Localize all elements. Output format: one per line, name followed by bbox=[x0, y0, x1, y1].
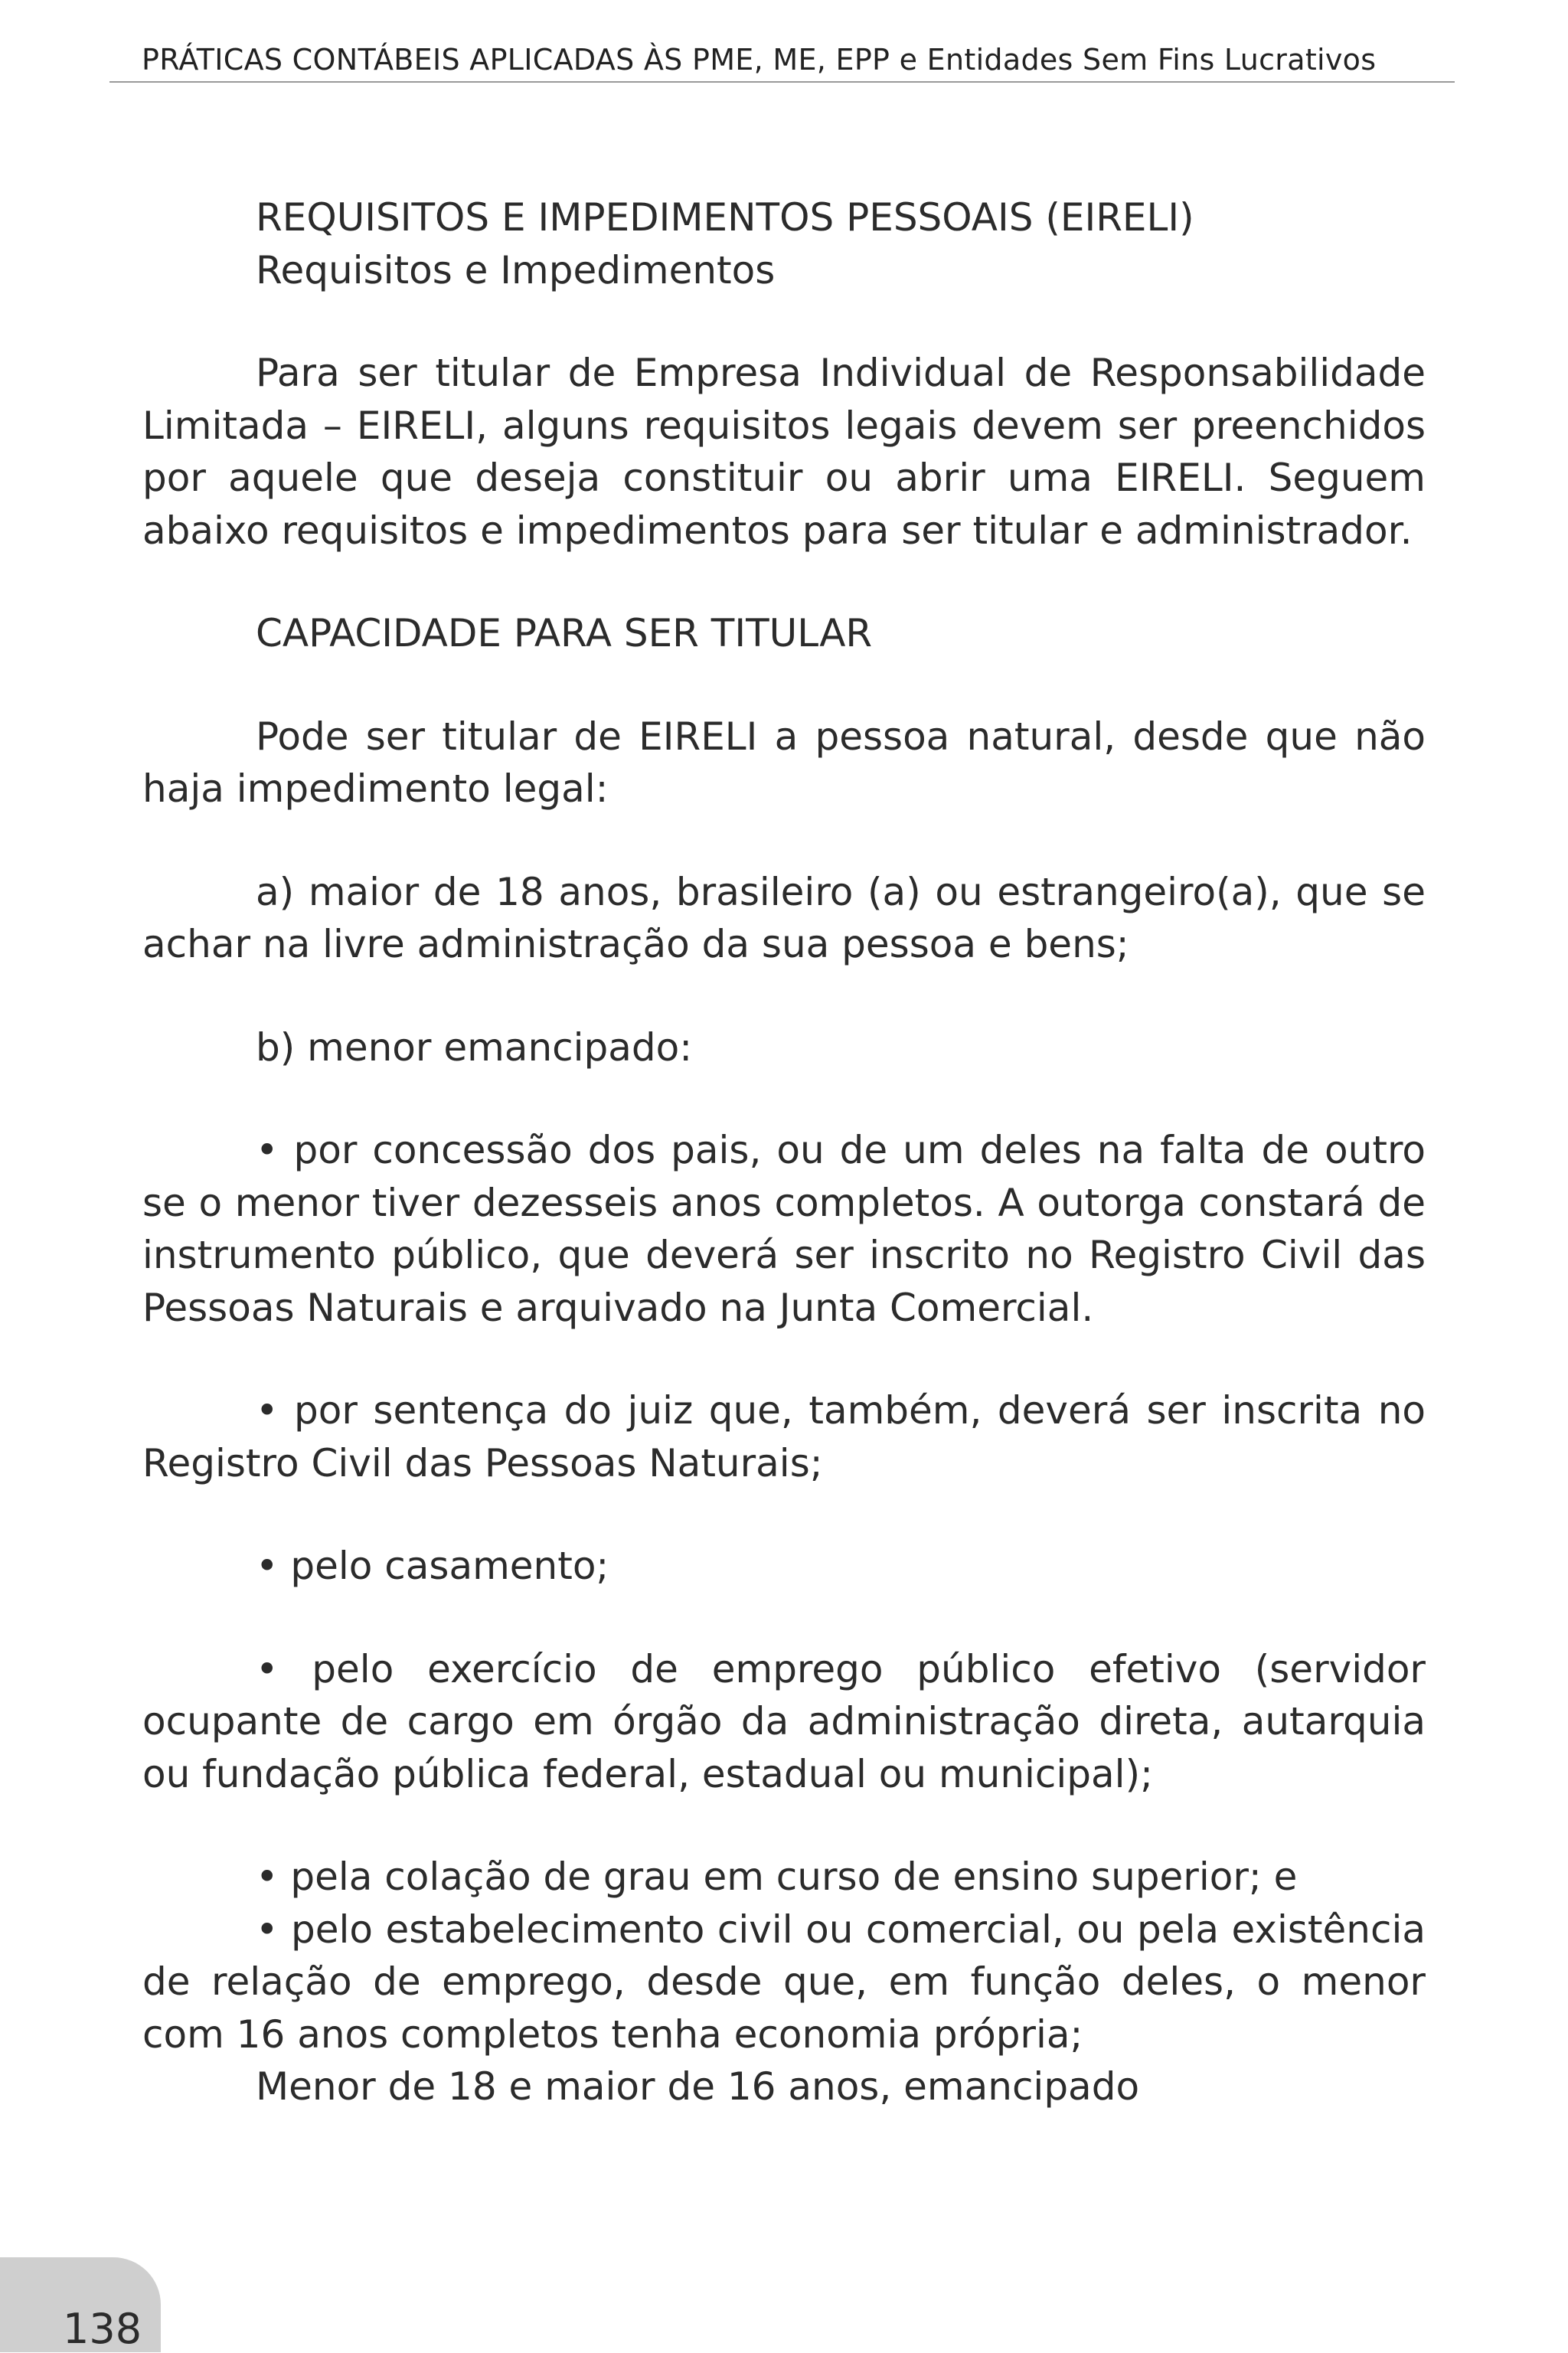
intro-paragraph: Para ser titular de Empresa Individual de Responsabilidade Limitada – EIRELI, alguns requisitos legais devem ser preenchidos por aquele que deseja constituir ou abrir uma EIRELI. Seguem abaixo requisitos e impedimentos para ser titular e administrador. bbox=[142, 351, 1426, 553]
titular-paragraph: Pode ser titular de EIRELI a pessoa natural, desde que não haja impedimento legal: bbox=[142, 714, 1426, 811]
main-heading: REQUISITOS E IMPEDIMENTOS PESSOAIS (EIRELI) bbox=[256, 195, 1194, 240]
capacity-heading-text: CAPACIDADE PARA SER TITULAR bbox=[256, 611, 873, 655]
bullet-paragraph-4: • pelo exercício de emprego público efetivo (servidor ocupante de cargo em órgão da administração direta, autarquia ou fundação pública federal, estadual ou municipal); bbox=[142, 1646, 1426, 1796]
page-number: 138 bbox=[63, 2305, 142, 2353]
bullet-paragraph-6: • pelo estabelecimento civil ou comercial, ou pela existência de relação de emprego, desde que, em função deles, o menor com 16 anos completos tenha economia própria; bbox=[142, 1907, 1426, 2057]
page-body bbox=[142, 191, 1426, 2113]
section-title-block bbox=[142, 191, 1426, 296]
bullet-paragraph-2: • por sentença do juiz que, também, deverá ser inscrita no Registro Civil das Pessoas Naturais; bbox=[142, 1388, 1426, 1485]
item-a-paragraph: a) maior de 18 anos, brasileiro (a) ou estrangeiro(a), que se achar na livre administração da sua pessoa e bens; bbox=[142, 869, 1426, 966]
running-header bbox=[109, 40, 1455, 83]
item-b-paragraph: b) menor emancipado: bbox=[256, 1025, 693, 1070]
running-header-title: PRÁTICAS CONTÁBEIS APLICADAS ÀS PME, ME, EPP e Entidades Sem Fins Lucrativos bbox=[142, 43, 1377, 77]
bullet-paragraph-3: • pelo casamento; bbox=[256, 1544, 609, 1588]
closing-line: Menor de 18 e maior de 16 anos, emancipado bbox=[256, 2064, 1140, 2109]
bullet-paragraph-1: • por concessão dos pais, ou de um deles na falta de outro se o menor tiver dezesseis anos completos. A outorga constará de instrumento público, que deverá ser inscrito no Registro Civil das Pessoas Naturais e arquivado na Junta Comercial. bbox=[142, 1128, 1426, 1330]
sub-heading: Requisitos e Impedimentos bbox=[256, 247, 776, 292]
bullet-paragraph-5: • pela colação de grau em curso de ensino superior; e bbox=[256, 1855, 1298, 1899]
capacity-heading bbox=[142, 607, 1426, 660]
